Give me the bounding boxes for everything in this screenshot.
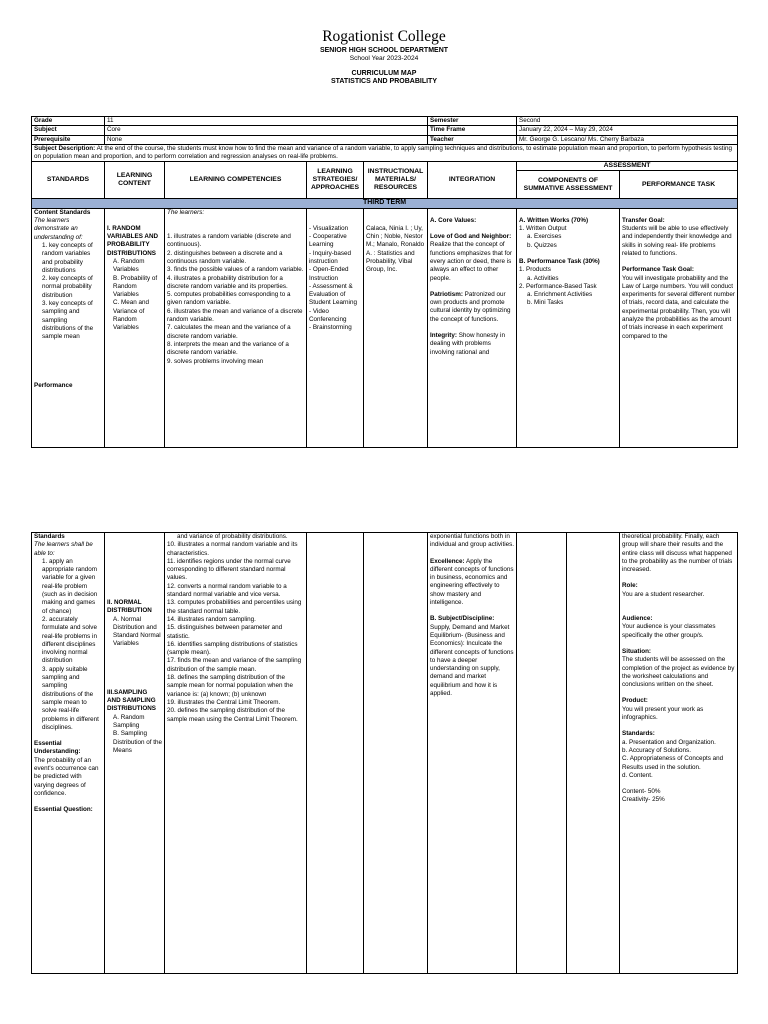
integration-patriotism <box>430 291 514 324</box>
transfer-goal-text: Students will be able to use effectively and independently their knowledge and skills in solving real- life problems related to functions. <box>622 225 732 257</box>
competency-item: 12. converts a normal random variable to a standard normal variable and vice versa. <box>167 582 287 599</box>
col-learning-competencies: LEARNING COMPETENCIES <box>165 162 307 199</box>
content-subtopic: A. Random Variables <box>113 257 145 274</box>
product-label: Product: <box>622 697 648 705</box>
semester-label: Semester <box>428 117 517 126</box>
situation-label: Situation: <box>622 647 652 655</box>
content-row-part1 <box>32 208 738 447</box>
competency-item: 14. illustrates random sampling. <box>167 615 256 623</box>
strategy-item: - Inquiry-based instruction <box>309 249 351 265</box>
summative-item: a. Enrichment Activities <box>527 291 593 299</box>
content-subtopic: A. Normal Distribution and Standard Normal Variables <box>113 615 161 648</box>
description-label: Subject Description: <box>34 144 96 152</box>
excellence-label: Excellence: <box>430 557 465 565</box>
description-text: At the end of the course, the students must know how to find the mean and variance of a random variable, to apply sampling techniques and distributions, to estimate population mean and proportion, to perform hypothesis testing on population mean and proportion, and to perform correlation and regression analyses on real-life problems. <box>34 144 732 161</box>
summative-item: 1. Products <box>519 266 551 274</box>
strategy-item: - Brainstorming <box>309 324 352 332</box>
subject-discipline-text: Supply, Demand and Market Equilibrium- (Business and Economics): Inculcate the different concepts of functions to have a deeper understanding on supply, demand and market equilibrium and how it is applied. <box>430 623 514 698</box>
audience-text: Your audience is your classmates specifically the other group/s. <box>622 623 716 639</box>
competency-item: 11. identifies regions under the normal curve corresponding to different standard normal values. <box>167 557 291 582</box>
content-topic-heading: II. NORMAL DISTRIBUTION <box>107 599 152 615</box>
competency-item: 2. distinguishes between a discrete and a continuous random variable. <box>167 249 283 265</box>
summative-item: a. Exercises <box>527 233 562 241</box>
transfer-goal-label: Transfer Goal: <box>622 216 665 224</box>
content-standard-item: 3. key concepts of sampling and sampling distributions of the sample mean <box>42 300 94 341</box>
creativity-percentage: Creativity- 25% <box>622 796 665 804</box>
pt-continued-text: theoretical probability. Finally, each group will share their results and the entire class will discuss what happened to the probability as the number of trials increased. <box>622 533 733 574</box>
competencies-cell <box>165 208 307 447</box>
competency-item: 8. interprets the mean and the variance of a discrete random variable. <box>167 340 289 357</box>
competency-item: 4. illustrates a probability distribution for a discrete random variable and its properties. <box>167 274 288 290</box>
competency-item: 6. illustrates the mean and variance of a discrete random variable. <box>167 307 303 324</box>
integration-love-of-god <box>430 233 514 283</box>
subject-discipline-heading: B. Subject/Discipline: <box>430 615 495 623</box>
integrity-label: Integrity: <box>430 332 457 340</box>
grade-label: Grade <box>32 117 105 126</box>
competency-item: 20. defines the sampling distribution of the sample mean using the Central Limit Theorem. <box>167 707 298 723</box>
curriculum-table-part1 <box>31 116 738 448</box>
college-name: Rogationist College <box>322 28 446 45</box>
competency-item: 19. illustrates the Central Limit Theorem. <box>167 698 281 706</box>
strategy-item: - Video Conferencing <box>309 307 347 324</box>
term-label: THIRD TERM <box>32 199 738 208</box>
subject-value: Core <box>105 126 428 135</box>
integration-cell <box>428 533 517 974</box>
term-row <box>32 199 738 208</box>
performance-standard-item: 2. accurately formulate and solve real-life problems in different disciplines involving normal distribution <box>42 615 97 665</box>
competency-item: 15. distinguishes between parameter and statistic. <box>167 624 283 640</box>
content-standards-intro: The learners demonstrate an understanding of: <box>34 217 83 241</box>
summative-item: b. Mini Tasks <box>527 299 564 307</box>
integration-excellence <box>430 558 514 608</box>
col-instructional-materials: INSTRUCTIONAL MATERIALS/ RESOURCES <box>364 162 428 199</box>
competency-item: and variance of probability distributions. <box>177 533 288 540</box>
strategy-item: - Cooperative Learning <box>309 233 347 249</box>
prereq-label: Prerequisite <box>32 135 105 144</box>
info-row-subject <box>32 126 738 135</box>
timeframe-value: January 22, 2024 – May 29, 2024 <box>517 126 738 135</box>
standards-cell <box>32 208 105 447</box>
strategies-cell <box>307 208 364 447</box>
competency-item: 5. computes probabilities corresponding to a given random variable. <box>167 291 291 307</box>
content-percentage: Content- 50% <box>622 788 661 796</box>
competency-item: 16. identifies sampling distributions of statistics (sample mean). <box>167 640 298 657</box>
content-subtopic: B. Sampling Distribution of the Means <box>113 730 163 754</box>
performance-standard-item: 1. apply an appropriate random variable for a given real-life problem (such as in decision making and games of chance) <box>42 557 98 615</box>
summative-cell-a <box>517 533 567 974</box>
performance-task-cell <box>620 208 738 447</box>
map-title: CURRICULUM MAP <box>351 70 417 77</box>
integration-cell <box>428 208 517 447</box>
summative-cell <box>517 208 620 447</box>
info-row-prereq <box>32 135 738 144</box>
prereq-value: None <box>105 135 428 144</box>
pt-standards-label: Standards: <box>622 730 655 738</box>
competency-item: 1. illustrates a random variable (discrete and continuous). <box>167 233 291 249</box>
info-row-grade <box>32 117 738 126</box>
curriculum-table-part2 <box>31 532 738 974</box>
patriotism-label: Patriotism: <box>430 290 463 298</box>
materials-cell <box>364 208 428 447</box>
col-summative-components: COMPONENTS OF SUMMATIVE ASSESSMENT <box>517 171 620 199</box>
performance-task-cell <box>620 533 738 974</box>
role-label: Role: <box>622 582 638 590</box>
grade-value: 11 <box>105 117 428 126</box>
content-topic-heading: III.SAMPLING AND SAMPLING DISTRIBUTIONS <box>107 688 156 713</box>
role-text: You are a student researcher. <box>622 590 705 598</box>
strategies-cell <box>307 533 364 974</box>
competencies-cell <box>165 533 307 974</box>
col-performance-task: PERFORMANCE TASK <box>620 171 738 199</box>
competency-item: 7. calculates the mean and the variance of a discrete random variable. <box>167 324 291 340</box>
summative-cell-b <box>567 533 620 974</box>
performance-standards-intro: The learners shall be able to: <box>34 541 93 557</box>
integration-continued-text: exponential functions both in individual and group activities. <box>430 533 515 549</box>
content-standard-item: 1. key concepts of random variables and probability distributions <box>42 241 93 274</box>
competency-item: 18. defines the sampling distribution of the sample mean for normal population when the variance is: (a) known; (b) unknown <box>167 674 294 698</box>
semester-value: Second <box>517 117 738 126</box>
essential-understanding-label: Essential Understanding: <box>34 740 81 756</box>
patriotism-text: Patronized our own products and promote cultural identity by optimizing the concept of functions. <box>430 290 511 323</box>
content-subtopic: C. Mean and Variance of Random Variables <box>113 299 150 332</box>
col-learning-content: LEARNING CONTENT <box>105 162 165 199</box>
pt-standard-item: d. Content. <box>622 771 653 779</box>
standards-cell <box>32 533 105 974</box>
pt-standard-item: b. Accuracy of Solutions. <box>622 746 691 754</box>
subject-description <box>32 144 738 162</box>
situation-text: The students will be assessed on the completion of the project as evidence by the worksheet calculations and conclusions written on the sheet. <box>622 656 735 689</box>
teacher-value: Mr. George G. Lescano/ Ms. Cherry Barbaza <box>517 135 738 144</box>
love-text: Realize that the concept of functions emphasizes that for every action or deed, there is always an effect to other people. <box>430 241 512 282</box>
department-name: SENIOR HIGH SCHOOL DEPARTMENT <box>319 47 449 54</box>
subject-title: STATISTICS AND PROBABILITY <box>330 78 438 85</box>
integrity-text: Show honesty in dealing with problems involving rational and <box>430 332 505 356</box>
col-learning-strategies: LEARNING STRATEGIES/ APPROACHES <box>307 162 364 199</box>
timeframe-label: Time Frame <box>428 126 517 135</box>
learning-content-cell <box>105 208 165 447</box>
content-subtopic: B. Probability of Random Variables <box>113 274 158 299</box>
competency-item: 3. finds the possible values of a random variable. <box>167 266 304 274</box>
summative-item: 1. Written Output <box>519 225 567 233</box>
materials-text: Calaca, Ninia I. ; Uy, Chin ; Noble, Nestor M.; Manalo, Ronaldo A. : Statistics and Probability, Vibal Group, Inc. <box>366 224 425 274</box>
core-values-heading: A. Core Values: <box>430 216 477 224</box>
performance-standards-heading: Performance <box>34 381 73 389</box>
materials-cell <box>364 533 428 974</box>
competency-item: 10. illustrates a normal random variable and its characteristics. <box>167 541 298 557</box>
essential-understanding-text: The probability of an event's occurrence can be predicted with varying degrees of confidence. <box>34 756 99 797</box>
integration-integrity <box>430 332 514 357</box>
pt-goal-text: You will investigate probability and the Law of Large numbers. You will conduct experiments for several different number of trials, record data, and calculate the experimental probability. Then, you will analyze the probabilities as the amount of trials increase in each experiment compared to the <box>622 274 735 340</box>
document-header <box>0 28 768 85</box>
summative-item: b. Quizzes <box>527 241 557 249</box>
competency-item: 13. computes probabilities and percentiles using the standard normal table. <box>167 599 302 615</box>
col-assessment: ASSESSMENT <box>517 162 738 171</box>
content-subtopic: A. Random Sampling <box>113 713 145 729</box>
col-standards: STANDARDS <box>32 162 105 199</box>
performance-standard-item: 3. apply suitable sampling and sampling distributions of the sample mean to solve real-life problems in different disciplines. <box>42 665 99 731</box>
audience-label: Audience: <box>622 615 653 623</box>
content-standards-heading: Content Standards <box>34 208 91 216</box>
performance-standards-heading: Standards <box>34 533 65 540</box>
learning-content-cell <box>105 533 165 974</box>
summative-item: 2. Performance-Based Task <box>519 282 597 290</box>
teacher-label: Teacher <box>428 135 517 144</box>
competency-item: 9. solves problems involving mean <box>167 357 264 365</box>
essential-question-label: Essential Question: <box>34 806 93 814</box>
product-text: You will present your work as infographics. <box>622 705 704 722</box>
pt-goal-label: Performance Task Goal: <box>622 266 695 274</box>
school-year: School Year 2023-2024 <box>349 55 419 62</box>
excellence-text: Apply the different concepts of functions in business, economics and engineering effectively to show mastery and intelligence. <box>430 557 514 607</box>
subject-label: Subject <box>32 126 105 135</box>
strategy-item: - Open-Ended Instruction <box>309 266 349 282</box>
summative-item: a. Activities <box>527 274 559 282</box>
content-row-part2 <box>32 533 738 974</box>
strategy-item: - Assessment & Evaluation of Student Learning <box>309 282 357 307</box>
description-row <box>32 144 738 162</box>
love-label: Love of God and Neighbor: <box>430 233 512 241</box>
competencies-intro: The learners: <box>167 208 205 216</box>
pt-standard-item: a. Presentation and Organization. <box>622 738 716 746</box>
col-integration: INTEGRATION <box>428 162 517 199</box>
column-header-row-1 <box>32 162 738 171</box>
pt-standard-item: C. Appropriateness of Concepts and Results used in the solution. <box>622 755 724 771</box>
written-works-heading: A. Written Works (70%) <box>519 216 589 224</box>
content-standard-item: 2. key concepts of normal probability distribution <box>42 275 93 299</box>
performance-task-heading: B. Performance Task (30%) <box>519 257 600 265</box>
content-topic-heading: I. RANDOM VARIABLES AND PROBABILITY DISTRIBUTIONS <box>107 224 159 257</box>
competency-item: 17. finds the mean and variance of the sampling distribution of the sample mean. <box>167 657 302 673</box>
strategy-item: - Visualization <box>309 224 349 232</box>
